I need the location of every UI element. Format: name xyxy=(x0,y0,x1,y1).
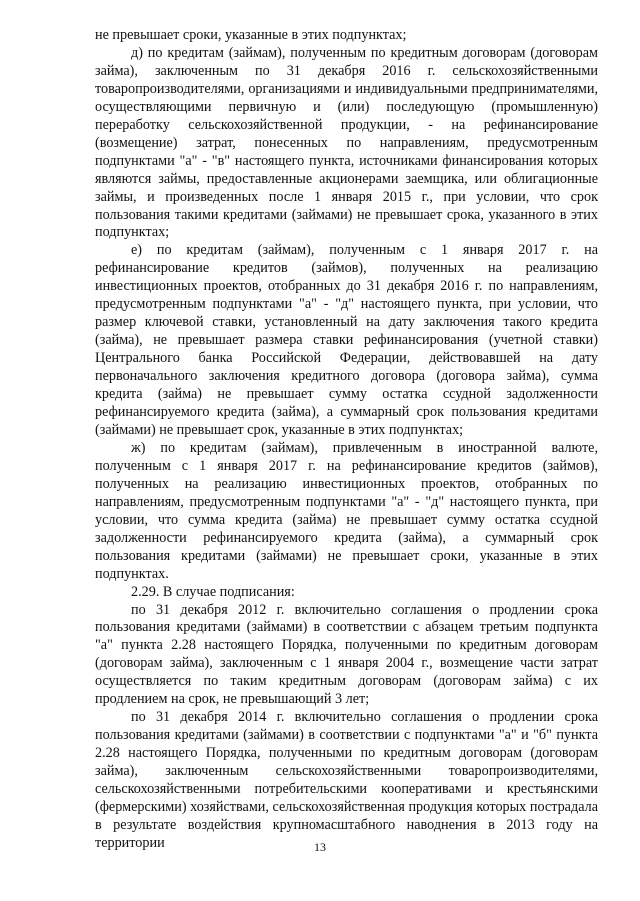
paragraph-subitem-zh: ж) по кредитам (займам), привлеченным в иностранной валюте, полученным с 1 января 2017 г. на рефинансирование кредитов (займов), полученных на реализацию инвестиционных проектов, отобранных по направлениям, предусмотренным подпунктами "а" - "д" настоящего пункта, при условии, что сумма кредита (займа) не превышает сумму остатка ссудной задолженности рефинансируемого кредита (займа), а суммарный срок пользования кредитами (займами) не превышает сроки, указанные в этих подпунктах. xyxy=(95,439,598,582)
document-body xyxy=(95,27,598,853)
paragraph-continuation: не превышает сроки, указанные в этих подпунктах; xyxy=(95,27,407,43)
paragraph-2014-agreement: по 31 декабря 2014 г. включительно соглашения о продлении срока пользования кредитами (займами) в соответствии с подпунктами "а" и "б" пункта 2.28 настоящего Порядка, полученными по кредитным договорам (договорам займа), заключенным сельскохозяйственными товаропроизводителями, сельскохозяйственными потребительскими кооперативами и крестьянскими (фермерскими) хозяйствами, сельскохозяйственная продукция которых пострадала в результате воздействия крупномасштабного наводнения в 2013 году на территории xyxy=(95,709,598,851)
paragraph-subitem-e: е) по кредитам (займам), полученным с 1 января 2017 г. на рефинансирование кредитов (займов), полученных на реализацию инвестиционных проектов, отобранных до 31 декабря 2016 г. по направлениям, предусмотренным подпунктами "а" - "д" настоящего пункта, при условии, что размер ключевой ставки, установленный на дату заключения такого кредита (займа), не превышает размера ставки рефинансирования (учетной ставки) Центрального банка Российской Федерации, действовавшей на дату первоначального заключения кредитного договора (договора займа), сумма кредита (займа) не превышает сумму остатка ссудной задолженности рефинансируемого кредита (займа), а суммарный срок пользования кредитами (займами) не превышает срок, указанные в этих подпунктах; xyxy=(95,242,598,438)
paragraph-section-2-29: 2.29. В случае подписания: xyxy=(131,583,295,600)
paragraph-2012-agreement: по 31 декабря 2012 г. включительно соглашения о продлении срока пользования кредитами (займами) в соответствии с абзацем третьим подпункта "а" пункта 2.28 настоящего Порядка, полученными по кредитным договорам (договорам займа), заключенным с 1 января 2004 г., возмещение части затрат осуществляется по таким кредитным договорам (договорам займа) с их продлением на срок, не превышающий 3 лет; xyxy=(95,601,598,708)
page-number: 13 xyxy=(314,840,326,854)
paragraph-subitem-d: д) по кредитам (займам), полученным по кредитным договорам (договорам займа), заключенным по 31 декабря 2016 г. сельскохозяйственными товаропроизводителями, организациями и индивидуальными предпринимателями, осуществляющими первичную и (или) последующую (промышленную) переработку сельскохозяйственной продукции, - на рефинансирование (возмещение) затрат, понесенных по направлениям, предусмотренным подпунктами "а" - "в" настоящего пункта, источниками финансирования которых являются займы, предоставленные акционерами заемщика, или облигационные займы, и произведенных после 1 января 2015 г., при условии, что срок пользования такими кредитами (займами) не превышает срока, указанного в этих подпунктах; xyxy=(95,44,598,241)
